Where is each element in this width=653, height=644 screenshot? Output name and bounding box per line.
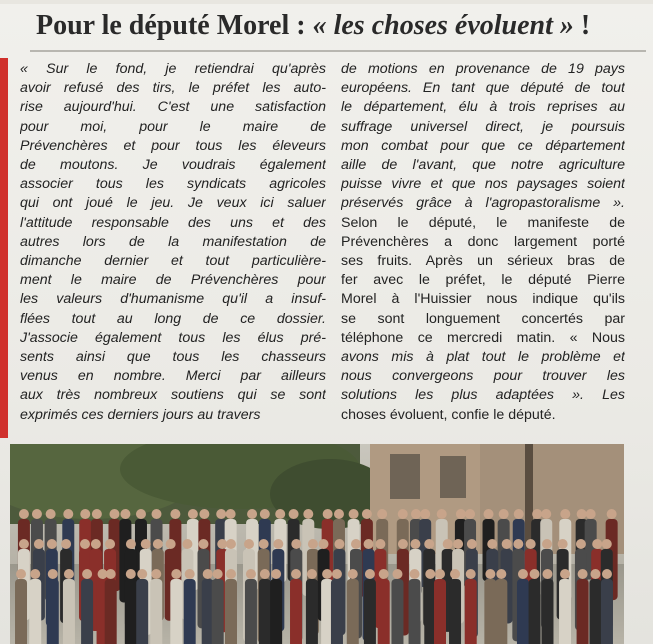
article-line: choses évoluent, confie le député. bbox=[341, 406, 556, 423]
article-line: de moutons. Je voudrais également bbox=[20, 157, 326, 174]
article-line: aux très nombreux soutiens qui se sont bbox=[20, 387, 326, 404]
article-line: fer avec le préfet, le député Pierre bbox=[341, 272, 625, 289]
headline-underline bbox=[30, 50, 646, 52]
article-line: solutions les plus adaptées ». Les bbox=[341, 387, 625, 404]
article-line: flées tout au long de ce dossier. bbox=[20, 310, 326, 327]
article-line: ment le maire de Prévenchères pour bbox=[20, 272, 326, 289]
article-line: les valeurs d'humanisme qu'il a insuf- bbox=[20, 291, 326, 308]
headline-end: ! bbox=[573, 10, 591, 41]
article-line: Prévenchères a donc largement porté bbox=[341, 233, 625, 250]
article-line: l'attitude responsable des uns et des bbox=[20, 214, 326, 231]
headline bbox=[36, 4, 646, 48]
article-line: se sont longuement concertés par bbox=[341, 310, 625, 327]
article-line: puisse vivre et que nos paysages soient bbox=[341, 176, 625, 193]
article-line: dimanche dernier et tout particulière- bbox=[20, 253, 326, 270]
article-line: le département, élu à trois reprises au bbox=[341, 99, 625, 116]
article-line: J'associe également tous les élus pré- bbox=[20, 329, 326, 346]
headline-quote: « les choses évoluent » bbox=[312, 10, 574, 41]
article-line: venus en nombre. Merci par ailleurs bbox=[20, 368, 326, 385]
article-line: avons mis à plat tout le problème et bbox=[341, 349, 625, 366]
article-line: exprimés ces derniers jours au travers bbox=[20, 406, 261, 423]
article-line: ses fruits. Après un sérieux bras de bbox=[341, 253, 625, 270]
article-line: téléphone ce mercredi matin. « Nous bbox=[341, 329, 625, 346]
article-line: nous convergeons pour trouver les bbox=[341, 368, 625, 385]
headline-main: Pour le député Morel : bbox=[36, 10, 313, 41]
article-line: sents ainsi que tous les chasseurs bbox=[20, 349, 326, 366]
article-line: qui ont joué le jeu. Je veux ici saluer bbox=[20, 195, 326, 212]
article-line: autres lors de la manifestation de bbox=[20, 233, 326, 250]
crowd-photo bbox=[10, 444, 624, 644]
article-line: rise aujourd'hui. C'est une satisfaction bbox=[20, 99, 326, 116]
article-line: européens. En tant que député de tout bbox=[341, 80, 625, 97]
red-margin-bar bbox=[0, 58, 8, 438]
article-line: Morel à l'Huissier nous indique qu'ils bbox=[341, 291, 625, 308]
article-line: préservés grâce à l'agropastoralisme ». bbox=[341, 195, 625, 212]
article-line: Prévenchères et pour tous les éleveurs bbox=[20, 137, 326, 154]
article-line: avoir refusé des tirs, le préfet les auto- bbox=[20, 80, 326, 97]
article-line: aille de l'avant, que notre agriculture bbox=[341, 157, 625, 174]
article-column-right bbox=[341, 60, 625, 425]
article-column-left bbox=[20, 60, 326, 425]
article-line: pour moi, pour le maire de bbox=[20, 118, 326, 135]
crowd-photo-illustration bbox=[10, 444, 624, 644]
article-line: « Sur le fond, je retiendrai qu'après bbox=[20, 61, 326, 77]
article-line: suffrage universel direct, je poursuis bbox=[341, 118, 625, 135]
article-line: Selon le député, le manifeste de bbox=[341, 214, 625, 231]
article-line: mon combat pour que ce département bbox=[341, 137, 625, 154]
article-line: associer tous les syndicats agricoles bbox=[20, 176, 326, 193]
article-line: de motions en provenance de 19 pays bbox=[341, 61, 625, 77]
